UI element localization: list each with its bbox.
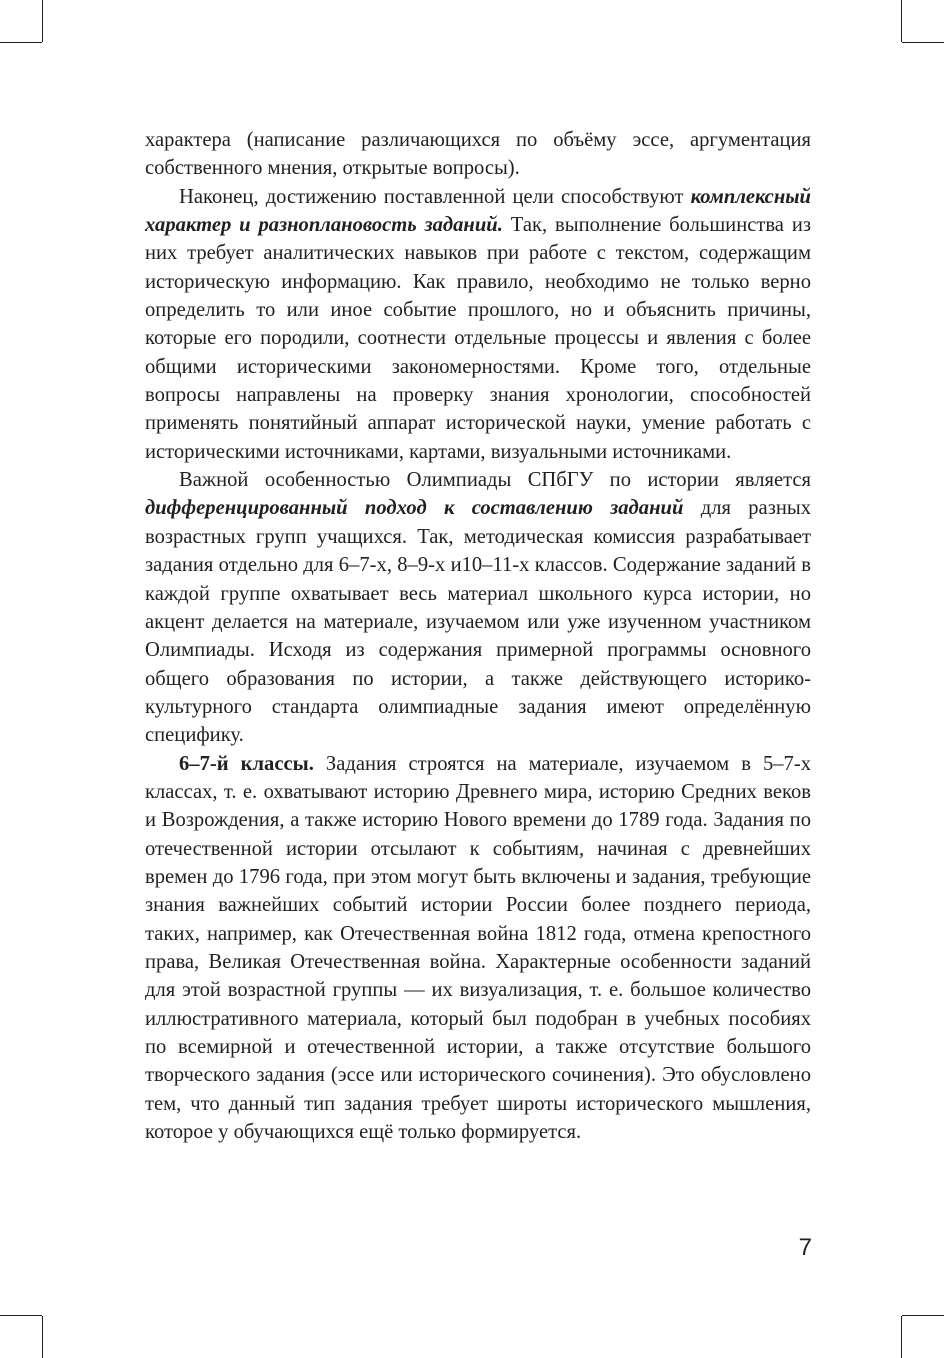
paragraph-3-emphasis: дифференцированный подход к составлению заданий (145, 497, 684, 520)
paragraph-4 (145, 750, 811, 1147)
paragraph-3 (145, 466, 811, 749)
paragraph-2-before: Наконец, достижению поставленной цели способствуют (179, 185, 691, 208)
crop-mark-bottom-left-v (42, 1316, 43, 1358)
crop-mark-top-right-h (902, 42, 944, 43)
paragraph-4-after: Задания строятся на материале, изучаемом в 5–7-х классах, т. е. охватывают историю Древнего мира, историю Средних веков и Возрождения, а также историю Нового времени до 1789 года. Задания по отечественной истории отсылают к событиям, начиная с древнейших времен до 1796 года, при этом могут быть включены и задания, требующие знания важнейших событий истории России более позднего периода, таких, например, как Отечественная война 1812 года, отмена крепостного права, Великая Отечественная война. Характерные особенности заданий для этой возрастной группы — их визуализация, т. е. большое количество иллюстративного материала, который был подобран в учебных пособиях по всемирной и отечественной истории, а также отсутствие большого творческого задания (эссе или исторического сочинения). Это обусловлено тем, что данный тип задания требует широты исторического мышления, которое у обучающихся ещё только формируется. (145, 752, 811, 1144)
paragraph-2 (145, 183, 811, 466)
paragraph-2-after: Так, выполнение большинства из них требует аналитических навыков при работе с текстом, содержащим историческую информацию. Как правило, необходимо не только верно определить то или иное событие прошлого, но и объяснить причины, которые его породили, соотнести отдельные процессы и явления с более общими историческими закономерностями. Кроме того, отдельные вопросы направлены на проверку знания хронологии, способностей применять понятийный аппарат исторической науки, умение работать с историческими источниками, картами, визуальными источниками. (145, 214, 811, 463)
paragraph-1 (145, 126, 811, 183)
paragraph-4-lead: 6–7-й классы. (179, 752, 314, 775)
paragraph-3-before: Важной особенностью Олимпиады СПбГУ по истории является (179, 469, 811, 492)
crop-mark-top-right-v (901, 0, 902, 42)
paragraph-1-text: характера (написание различающихся по объёму эссе, аргументация собственного мнения, открытые вопросы). (145, 129, 811, 180)
paragraph-2-emphasis: комплексный характер и разноплановость заданий. (145, 185, 811, 237)
crop-mark-top-left-v (42, 0, 43, 42)
crop-mark-bottom-right-h (902, 1315, 944, 1316)
crop-mark-bottom-left-h (0, 1315, 42, 1316)
paragraph-3-after: для разных возрастных групп учащихся. Так, методическая комиссия разрабатывает задания отдельно для 6–7-х, 8–9-х и10–11-х классов. Содержание заданий в каждой группе охватывает весь материал школьного курса истории, но акцент делается на материале, изучаемом или уже изученном участником Олимпиады. Исходя из содержания примерной программы основного общего образования по истории, а также действующего историко-культурного стандарта олимпиадные задания имеют определённую специфику. (145, 497, 811, 747)
body-text (145, 126, 811, 1146)
page-number: 7 (798, 1234, 812, 1261)
crop-mark-bottom-right-v (901, 1316, 902, 1358)
crop-mark-top-left-h (0, 42, 42, 43)
